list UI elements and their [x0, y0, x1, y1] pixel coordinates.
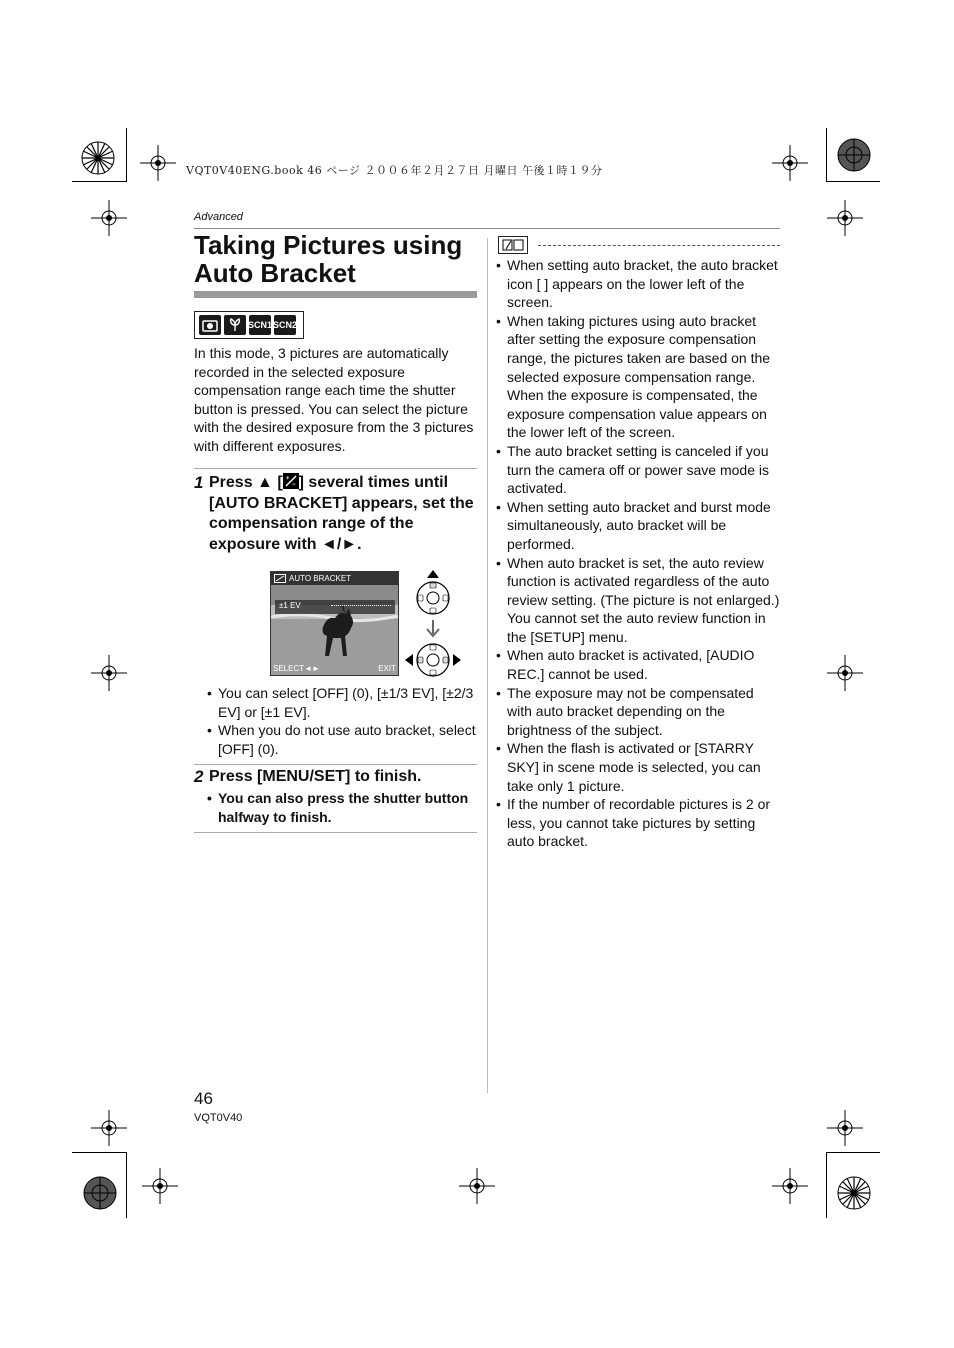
cursor-button-up-diagram [413, 568, 453, 618]
bracket-value: ±1 EV [279, 601, 301, 610]
crosshair-icon [91, 1110, 127, 1146]
note-header-rule [538, 245, 780, 246]
step-1-notes [207, 684, 479, 758]
intro-paragraph: In this mode, 3 pictures are automatically recorded in the selected exposure compensation range each time the shutter button is pressed. You can select the picture with the desired exposure from the 3 pictures with different exposures. [194, 345, 474, 454]
note-memo-icon [498, 236, 528, 254]
scene1-mode-icon: SCN1 [249, 315, 271, 335]
crosshair-icon [827, 655, 863, 691]
camera-lcd-screen [270, 571, 399, 676]
list-item: • When auto bracket is set, the auto review function is activated regardless of the auto review setting. (The picture is not enlarged.) You cannot set the auto review function in the [SETUP] menu. [496, 554, 780, 647]
notes-list [496, 256, 780, 851]
title-underline-bar [194, 291, 477, 298]
list-item: • When you do not use auto bracket, select [OFF] (0). [207, 721, 479, 758]
top-rule [194, 228, 780, 229]
cursor-button-left-right-diagram [403, 642, 463, 678]
camera-mode-icon [199, 315, 221, 335]
scale-ticks [331, 605, 391, 610]
registration-target-icon [836, 1175, 872, 1211]
svg-text:−: − [291, 482, 296, 488]
registration-target-icon [82, 1175, 118, 1211]
model-code: VQT0V40 [194, 1112, 243, 1124]
list-item: • You can select [OFF] (0), [±1/3 EV], [±2/3 EV] or [±1 EV]. [207, 684, 479, 721]
auto-bracket-icon [274, 574, 286, 583]
svg-text:+: + [285, 476, 290, 482]
list-item: • When setting auto bracket and burst mode simultaneously, auto bracket will be performed. [496, 498, 780, 554]
crosshair-icon [140, 145, 176, 181]
crosshair-icon [772, 145, 808, 181]
exposure-scale [275, 600, 395, 614]
exposure-compensation-icon [283, 473, 299, 489]
crosshair-icon [827, 200, 863, 236]
step-1-number: 1 [194, 473, 204, 492]
lcd-menu-title: AUTO BRACKET [271, 572, 398, 585]
column-divider [487, 238, 488, 1093]
down-arrow-icon [424, 620, 442, 640]
crosshair-icon [91, 655, 127, 691]
section-label: Advanced [194, 211, 243, 223]
registration-target-icon [836, 137, 872, 173]
list-item: • When taking pictures using auto bracket after setting the exposure compensation range, the pictures taken are based on the selected exposure compensation range. When the exposure is compensated, the exposure compensation value appears on the lower left of the screen. [496, 312, 780, 442]
list-item: • When setting auto bracket, the auto bracket icon [ ] appears on the lower left of the screen. [496, 256, 780, 312]
list-item: • When auto bracket is activated, [AUDIO REC.] cannot be used. [496, 646, 780, 683]
mode-icons [194, 311, 304, 339]
list-item: • The exposure may not be compensated with auto bracket depending on the brightness of the subject. [496, 684, 780, 740]
crosshair-icon [459, 1168, 495, 1204]
macro-mode-icon [224, 315, 246, 335]
beach-dog-photo [271, 572, 398, 675]
lcd-exit-hint: EXIT [378, 664, 396, 673]
step-2-instruction: Press [MENU/SET] to finish. [209, 768, 422, 785]
step-2-notes [207, 789, 479, 826]
registration-target-icon [80, 140, 116, 176]
crosshair-icon [91, 200, 127, 236]
section-divider [194, 832, 477, 833]
step-2-number: 2 [194, 767, 204, 786]
step-1-instruction: Press ▲ [ + − ] several times until [AUTO BRACKET] appears, set the compensation range of the exposure with ◄/►. [209, 474, 474, 553]
section-divider [194, 468, 477, 469]
list-item: • If the number of recordable pictures is 2 or less, you cannot take pictures by setting auto bracket. [496, 795, 780, 851]
list-item: • When the flash is activated or [STARRY SKY] in scene mode is selected, you can take only 1 picture. [496, 739, 780, 795]
print-file-header: VQT0V40ENG.book 46 ページ ２００６年２月２７日 月曜日 午後１時１９分 [186, 164, 603, 177]
crosshair-icon [772, 1168, 808, 1204]
crosshair-icon [827, 1110, 863, 1146]
page-number: 46 [194, 1089, 213, 1108]
list-item: • You can also press the shutter button halfway to finish. [207, 789, 479, 826]
lcd-footer [273, 664, 396, 673]
crosshair-icon [142, 1168, 178, 1204]
section-divider [194, 764, 477, 765]
list-item: • The auto bracket setting is canceled if you turn the camera off or power save mode is activated. [496, 442, 780, 498]
lcd-select-hint: SELECT◄► [273, 664, 320, 673]
scene2-mode-icon: SCN2 [274, 315, 296, 335]
page-title: Taking Pictures using Auto Bracket [194, 230, 463, 288]
